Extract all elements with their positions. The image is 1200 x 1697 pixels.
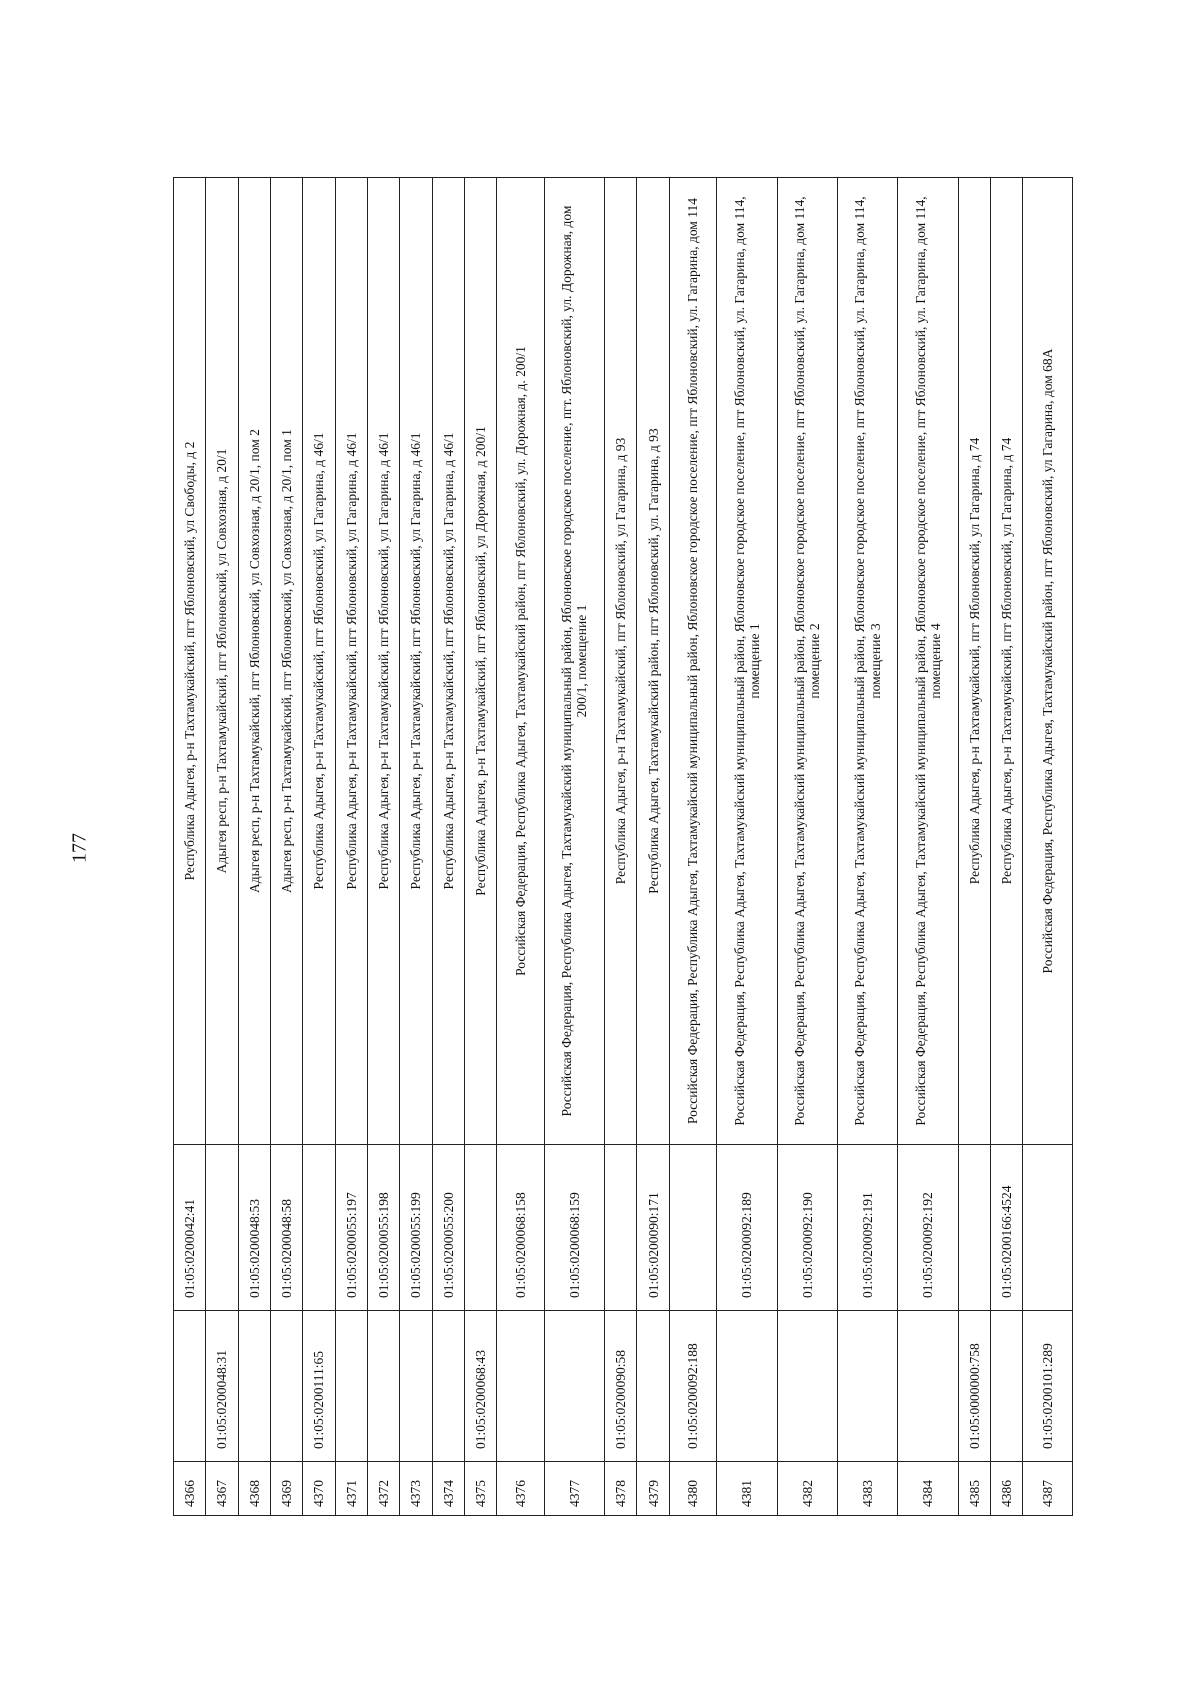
table-row: [637, 178, 669, 1516]
cadastral-number-1: [270, 1311, 302, 1462]
address-cell: Республика Адыгея, р-н Тахтамукайский, пгт Яблоновский, ул Дорожная, д 200/1: [464, 178, 496, 1145]
row-number: 4379: [637, 1462, 669, 1516]
row-number: 4371: [335, 1462, 367, 1516]
address-cell: Республика Адыгея, р-н Тахтамукайский, пгт Яблоновский, ул Гагарина, д 46/1: [335, 178, 367, 1145]
row-number: 4378: [605, 1462, 637, 1516]
table-row: [238, 178, 270, 1516]
address-cell: Республика Адыгея, р-н Тахтамукайский, пгт Яблоновский, ул Гагарина, д 74: [958, 178, 990, 1145]
table-row: [958, 178, 990, 1516]
address-cell: Российская Федерация, Республика Адыгея, Тахтамукайский муниципальный район, Яблоновское городское поселение, пгт Яблоновский, ул. Гагарина, дом 114: [669, 178, 716, 1145]
cadastral-number-2: [206, 1145, 238, 1311]
table-row: [717, 178, 777, 1516]
row-number: 4367: [206, 1462, 238, 1516]
table-row: [270, 178, 302, 1516]
cadastral-number-1: [367, 1311, 399, 1462]
cadastral-number-2: 01:05:0200166:4524: [990, 1145, 1022, 1311]
address-cell: Республика Адыгея, р-н Тахтамукайский, пгт Яблоновский, ул Гагарина, д 74: [990, 178, 1022, 1145]
address-cell: Республика Адыгея, Тахтамукайский район, пгт Яблоновский, ул. Гагарина, д 93: [637, 178, 669, 1145]
cadastral-number-1: [335, 1311, 367, 1462]
cadastral-number-1: [400, 1311, 432, 1462]
address-cell: Адыгея респ, р-н Тахтамукайский, пгт Яблоновский, ул Совхозная, д 20/1, пом 2: [238, 178, 270, 1145]
cadastral-number-1: [837, 1311, 897, 1462]
table-row: [367, 178, 399, 1516]
table-row: [335, 178, 367, 1516]
row-number: 4366: [174, 1462, 206, 1516]
row-number: 4375: [464, 1462, 496, 1516]
row-number: 4383: [837, 1462, 897, 1516]
address-cell: Российская Федерация, Республика Адыгея, Тахтамукайский муниципальный район, Яблоновское городское поселение, пгт Яблоновский, ул. Гагарина, дом 114, помещение 1: [717, 178, 777, 1145]
cadastral-number-2: 01:05:0200068:159: [544, 1145, 604, 1311]
address-cell: Российская Федерация, Республика Адыгея, Тахтамукайский район, пгт Яблоновский, ул. Дорожная, д. 200/1: [497, 178, 544, 1145]
page-number: 177: [68, 833, 91, 863]
table-row: [777, 178, 837, 1516]
table-row: [898, 178, 958, 1516]
cadastral-number-2: 01:05:0200092:191: [837, 1145, 897, 1311]
row-number: 4380: [669, 1462, 716, 1516]
table-row: [990, 178, 1022, 1516]
cadastral-number-1: 01:05:0200048:31: [206, 1311, 238, 1462]
row-number: 4373: [400, 1462, 432, 1516]
row-number: 4385: [958, 1462, 990, 1516]
cadastral-number-2: 01:05:0200068:158: [497, 1145, 544, 1311]
address-cell: Российская Федерация, Республика Адыгея, Тахтамукайский муниципальный район, Яблоновское городское поселение, пгт. Яблоновский, ул. Дорожная, дом 200/1, помещение 1: [544, 178, 604, 1145]
address-cell: Республика Адыгея, р-н Тахтамукайский, пгт Яблоновский, ул Гагарина, д 93: [605, 178, 637, 1145]
row-number: 4387: [1023, 1462, 1073, 1516]
cadastral-number-2: 01:05:0200055:200: [432, 1145, 464, 1311]
address-cell: Российская Федерация, Республика Адыгея, Тахтамукайский район, пгт Яблоновский, ул Гагарина, дом 68А: [1023, 178, 1073, 1145]
cadastral-number-2: [303, 1145, 335, 1311]
address-cell: Российская Федерация, Республика Адыгея, Тахтамукайский муниципальный район, Яблоновское городское поселение, пгт Яблоновский, ул. Гагарина, дом 114, помещение 3: [837, 178, 897, 1145]
row-number: 4370: [303, 1462, 335, 1516]
cadastral-number-1: [497, 1311, 544, 1462]
address-cell: Республика Адыгея, р-н Тахтамукайский, пгт Яблоновский, ул Гагарина, д 46/1: [303, 178, 335, 1145]
property-table: [173, 177, 1073, 1516]
cadastral-number-2: [464, 1145, 496, 1311]
cadastral-number-1: [990, 1311, 1022, 1462]
cadastral-number-1: [174, 1311, 206, 1462]
cadastral-number-2: 01:05:0200055:198: [367, 1145, 399, 1311]
row-number: 4384: [898, 1462, 958, 1516]
row-number: 4374: [432, 1462, 464, 1516]
table-row: [206, 178, 238, 1516]
cadastral-number-2: 01:05:0200092:189: [717, 1145, 777, 1311]
cadastral-number-2: 01:05:0200092:190: [777, 1145, 837, 1311]
cadastral-number-1: 01:05:0200068:43: [464, 1311, 496, 1462]
table-row: [544, 178, 604, 1516]
table-row: [497, 178, 544, 1516]
row-number: 4376: [497, 1462, 544, 1516]
table-row: [400, 178, 432, 1516]
row-number: 4381: [717, 1462, 777, 1516]
address-cell: Республика Адыгея, р-н Тахтамукайский, пгт Яблоновский, ул Гагарина, д 46/1: [400, 178, 432, 1145]
cadastral-number-1: 01:05:0200090:58: [605, 1311, 637, 1462]
address-cell: Российская Федерация, Республика Адыгея, Тахтамукайский муниципальный район, Яблоновское городское поселение, пгт Яблоновский, ул. Гагарина, дом 114, помещение 4: [898, 178, 958, 1145]
row-number: 4386: [990, 1462, 1022, 1516]
cadastral-number-1: [432, 1311, 464, 1462]
table-row: [669, 178, 716, 1516]
row-number: 4372: [367, 1462, 399, 1516]
cadastral-number-2: 01:05:0200048:58: [270, 1145, 302, 1311]
table-row: [837, 178, 897, 1516]
address-cell: Российская Федерация, Республика Адыгея, Тахтамукайский муниципальный район, Яблоновское городское поселение, пгт Яблоновский, ул. Гагарина, дом 114, помещение 2: [777, 178, 837, 1145]
address-cell: Республика Адыгея, р-н Тахтамукайский, пгт Яблоновский, ул Гагарина, д 46/1: [432, 178, 464, 1145]
cadastral-number-2: 01:05:0200048:53: [238, 1145, 270, 1311]
cadastral-number-1: [898, 1311, 958, 1462]
address-cell: Республика Адыгея, р-н Тахтамукайский, пгт Яблоновский, ул Гагарина, д 46/1: [367, 178, 399, 1145]
address-cell: Адыгея респ, р-н Тахтамукайский, пгт Яблоновский, ул Совхозная, д 20/1: [206, 178, 238, 1145]
cadastral-number-2: 01:05:0200090:171: [637, 1145, 669, 1311]
cadastral-number-2: 01:05:0200092:192: [898, 1145, 958, 1311]
cadastral-number-2: 01:05:0200055:199: [400, 1145, 432, 1311]
row-number: 4369: [270, 1462, 302, 1516]
rotated-table-container: [173, 178, 1073, 1516]
row-number: 4377: [544, 1462, 604, 1516]
table-row: [605, 178, 637, 1516]
table-row: [303, 178, 335, 1516]
table-row: [1023, 178, 1073, 1516]
cadastral-number-1: 01:05:0200101:289: [1023, 1311, 1073, 1462]
address-cell: Адыгея респ, р-н Тахтамукайский, пгт Яблоновский, ул Совхозная, д 20/1, пом 1: [270, 178, 302, 1145]
cadastral-number-1: [637, 1311, 669, 1462]
cadastral-number-2: [958, 1145, 990, 1311]
cadastral-number-1: [777, 1311, 837, 1462]
address-cell: Республика Адыгея, р-н Тахтамукайский, пгт Яблоновский, ул Свободы, д 2: [174, 178, 206, 1145]
cadastral-number-1: 01:05:0200092:188: [669, 1311, 716, 1462]
cadastral-number-1: [544, 1311, 604, 1462]
cadastral-number-2: [669, 1145, 716, 1311]
cadastral-number-1: 01:05:0000000:758: [958, 1311, 990, 1462]
cadastral-number-2: [605, 1145, 637, 1311]
cadastral-number-2: 01:05:0200042:41: [174, 1145, 206, 1311]
cadastral-number-2: [1023, 1145, 1073, 1311]
row-number: 4368: [238, 1462, 270, 1516]
cadastral-number-1: [238, 1311, 270, 1462]
cadastral-number-1: [717, 1311, 777, 1462]
cadastral-number-1: 01:05:0200111:65: [303, 1311, 335, 1462]
row-number: 4382: [777, 1462, 837, 1516]
table-row: [432, 178, 464, 1516]
table-row: [174, 178, 206, 1516]
table-row: [464, 178, 496, 1516]
cadastral-number-2: 01:05:0200055:197: [335, 1145, 367, 1311]
